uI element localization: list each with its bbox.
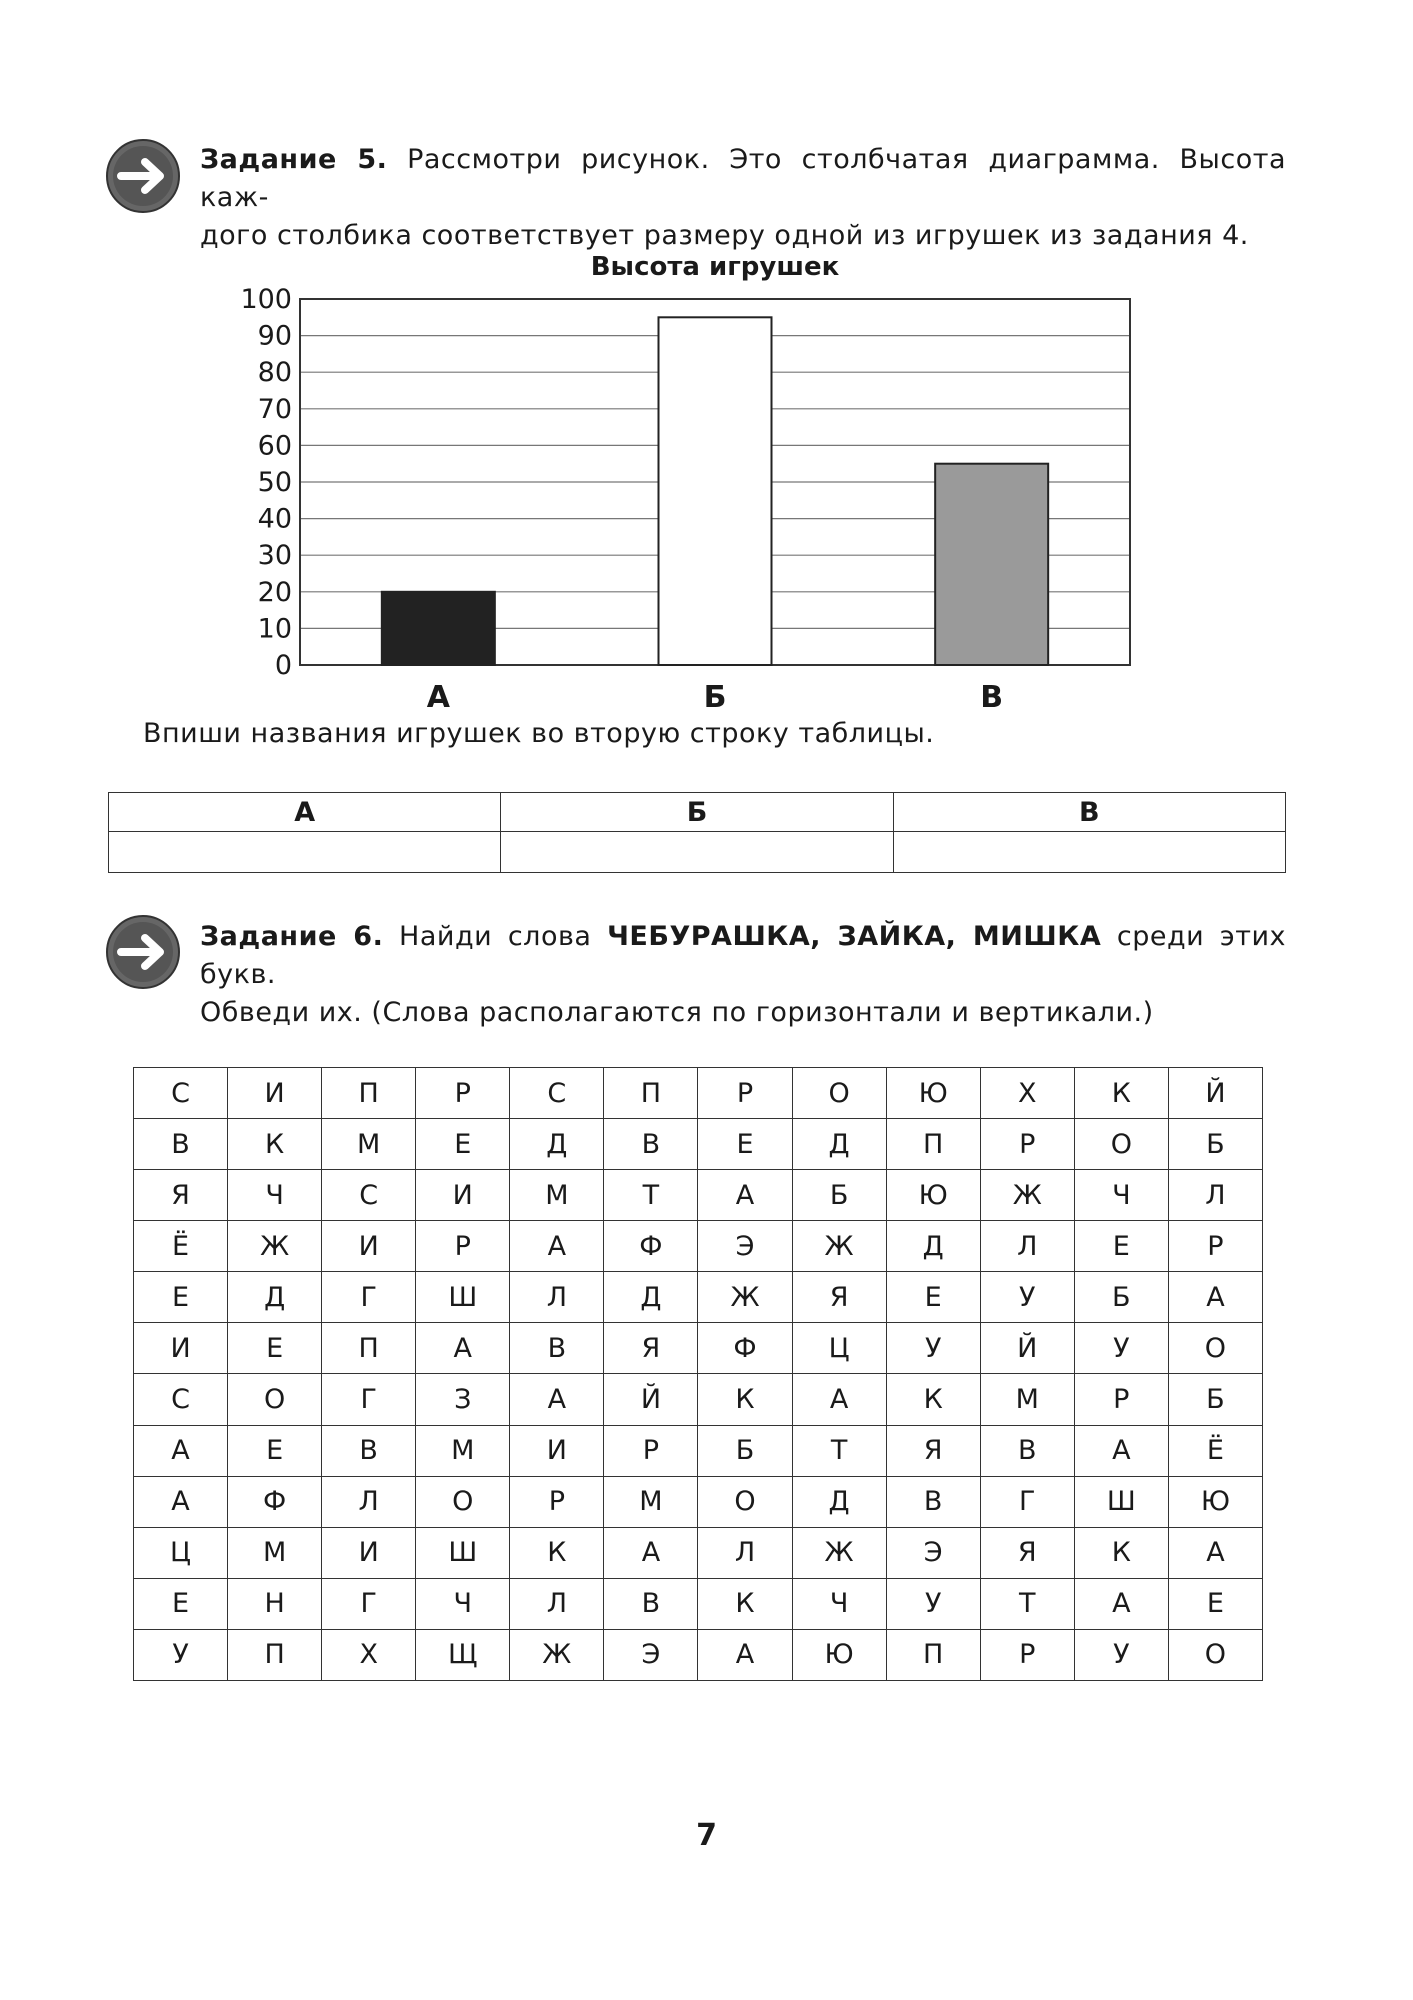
task5-line2: дого столбика соответствует размеру одной из игрушек из задания 4. [200,220,1249,251]
grid-cell[interactable]: Л [510,1272,604,1323]
grid-cell[interactable]: Р [604,1425,698,1476]
grid-cell[interactable]: П [228,1629,322,1680]
grid-cell[interactable]: Г [322,1272,416,1323]
grid-cell[interactable]: К [698,1374,792,1425]
grid-cell[interactable]: А [1074,1425,1168,1476]
grid-cell[interactable]: К [228,1119,322,1170]
grid-cell[interactable]: Д [228,1272,322,1323]
grid-cell[interactable]: Г [322,1374,416,1425]
grid-cell[interactable]: Р [1074,1374,1168,1425]
grid-cell[interactable]: Х [980,1068,1074,1119]
arrow-right-circle-icon [105,914,181,990]
grid-cell[interactable]: Т [980,1578,1074,1629]
instruction-text: Впиши названия игрушек во вторую строку таблицы. [143,718,935,749]
grid-cell[interactable]: Е [416,1119,510,1170]
y-tick-label: 30 [257,540,292,572]
y-tick-label: 40 [257,503,292,535]
answer-table [108,792,1286,873]
grid-cell[interactable]: Я [604,1323,698,1374]
task6-text [200,918,1286,1032]
grid-cell[interactable]: Ж [792,1221,886,1272]
task5-line1: Рассмотри рисунок. Это столбчатая диаграмма. Высота каж- [200,144,1287,213]
grid-cell[interactable]: Е [134,1578,228,1629]
grid-cell[interactable]: Д [604,1272,698,1323]
grid-cell[interactable]: М [510,1170,604,1221]
grid-cell[interactable]: Б [792,1170,886,1221]
grid-cell[interactable]: Ц [792,1323,886,1374]
grid-cell[interactable]: Ё [134,1221,228,1272]
bar-3 [935,464,1048,665]
grid-row [134,1578,1263,1629]
task6-label: Задание 6. [200,921,384,952]
grid-row [134,1068,1263,1119]
grid-cell[interactable]: Ж [980,1170,1074,1221]
answer-header-a: А [109,793,501,832]
grid-cell[interactable]: Ц [134,1527,228,1578]
grid-cell[interactable]: Е [228,1425,322,1476]
grid-row [134,1527,1263,1578]
grid-cell[interactable]: Й [1168,1068,1262,1119]
grid-cell[interactable]: Р [980,1629,1074,1680]
grid-cell[interactable]: Д [792,1476,886,1527]
grid-cell[interactable]: Д [510,1119,604,1170]
grid-cell[interactable]: С [322,1170,416,1221]
answer-cell-a[interactable] [109,832,501,873]
grid-cell[interactable]: Д [792,1119,886,1170]
grid-cell[interactable]: А [1168,1272,1262,1323]
grid-cell[interactable]: З [416,1374,510,1425]
answer-cell-v[interactable] [893,832,1285,873]
grid-cell[interactable]: А [698,1629,792,1680]
grid-cell[interactable]: Р [1168,1221,1262,1272]
grid-cell[interactable]: В [886,1476,980,1527]
grid-cell[interactable]: Ж [510,1629,604,1680]
grid-cell[interactable]: Х [322,1629,416,1680]
grid-row [134,1629,1263,1680]
grid-cell[interactable]: Е [698,1119,792,1170]
grid-cell[interactable]: В [980,1425,1074,1476]
grid-cell[interactable]: Б [1168,1119,1262,1170]
grid-cell[interactable]: М [980,1374,1074,1425]
grid-cell[interactable]: П [604,1068,698,1119]
grid-cell[interactable]: В [604,1578,698,1629]
grid-cell[interactable]: С [134,1068,228,1119]
grid-cell[interactable]: У [134,1629,228,1680]
grid-cell[interactable]: А [698,1170,792,1221]
grid-cell[interactable]: И [228,1068,322,1119]
grid-cell[interactable]: Л [510,1578,604,1629]
grid-cell[interactable]: Н [228,1578,322,1629]
task6-post: среди этих букв. [200,921,1286,990]
grid-cell[interactable]: А [1168,1527,1262,1578]
grid-cell[interactable]: О [228,1374,322,1425]
grid-cell[interactable]: Р [416,1221,510,1272]
grid-cell[interactable]: Ю [792,1629,886,1680]
grid-cell[interactable]: Г [980,1476,1074,1527]
grid-cell[interactable]: О [1168,1323,1262,1374]
grid-cell[interactable]: Е [1074,1221,1168,1272]
x-category-label: В [980,680,1004,715]
grid-cell[interactable]: Ю [886,1170,980,1221]
grid-cell[interactable]: У [886,1578,980,1629]
grid-cell[interactable]: Й [604,1374,698,1425]
grid-cell[interactable]: В [604,1119,698,1170]
grid-cell[interactable]: А [134,1476,228,1527]
grid-cell[interactable]: К [1074,1068,1168,1119]
page-number: 7 [696,1818,717,1853]
grid-cell[interactable]: И [510,1425,604,1476]
grid-cell[interactable]: Д [886,1221,980,1272]
grid-cell[interactable]: В [134,1119,228,1170]
grid-row [134,1374,1263,1425]
bar-chart [220,250,1150,715]
grid-cell[interactable]: С [134,1374,228,1425]
grid-cell[interactable]: П [886,1629,980,1680]
answer-cell-b[interactable] [501,832,893,873]
grid-cell[interactable]: Я [134,1170,228,1221]
grid-cell[interactable]: Ш [416,1272,510,1323]
chart-title: Высота игрушек [590,252,840,282]
grid-cell[interactable]: И [322,1221,416,1272]
grid-cell[interactable]: М [604,1476,698,1527]
grid-cell[interactable]: У [1074,1629,1168,1680]
grid-cell[interactable]: О [1074,1119,1168,1170]
answer-header-b: Б [501,793,893,832]
task5-label: Задание 5. [200,144,388,175]
grid-cell[interactable]: Ч [1074,1170,1168,1221]
grid-cell[interactable]: О [792,1068,886,1119]
y-tick-label: 10 [257,613,292,645]
y-tick-label: 100 [240,284,292,315]
grid-cell[interactable]: Э [698,1221,792,1272]
grid-cell[interactable]: П [322,1323,416,1374]
grid-cell[interactable]: О [416,1476,510,1527]
y-tick-label: 0 [274,650,292,681]
grid-cell[interactable]: М [228,1527,322,1578]
task6-pre: Найди слова [399,921,592,952]
grid-cell[interactable]: Т [792,1425,886,1476]
grid-cell[interactable]: Ю [886,1068,980,1119]
grid-cell[interactable]: У [980,1272,1074,1323]
grid-cell[interactable]: П [886,1119,980,1170]
grid-cell[interactable]: Ч [416,1578,510,1629]
y-tick-label: 20 [257,576,292,608]
grid-cell[interactable]: И [322,1527,416,1578]
grid-cell[interactable]: У [886,1323,980,1374]
grid-cell[interactable]: К [698,1578,792,1629]
grid-cell[interactable]: А [1074,1578,1168,1629]
grid-cell[interactable]: П [322,1068,416,1119]
grid-cell[interactable]: Ё [1168,1425,1262,1476]
grid-cell[interactable]: Я [792,1272,886,1323]
grid-cell[interactable]: К [1074,1527,1168,1578]
grid-cell[interactable]: К [510,1527,604,1578]
grid-cell[interactable]: Б [698,1425,792,1476]
answer-header-v: В [893,793,1285,832]
grid-cell[interactable]: И [134,1323,228,1374]
grid-cell[interactable]: Ч [228,1170,322,1221]
grid-row [134,1170,1263,1221]
grid-cell[interactable]: Э [604,1629,698,1680]
x-category-label: А [426,680,450,715]
grid-cell[interactable]: Е [1168,1578,1262,1629]
grid-cell[interactable]: Ж [792,1527,886,1578]
y-tick-label: 80 [257,357,292,389]
grid-cell[interactable]: Ж [698,1272,792,1323]
grid-cell[interactable]: М [416,1425,510,1476]
grid-cell[interactable]: Р [698,1068,792,1119]
grid-row [134,1221,1263,1272]
grid-cell[interactable]: Ч [792,1578,886,1629]
grid-cell[interactable]: Л [1168,1170,1262,1221]
grid-cell[interactable]: Л [698,1527,792,1578]
grid-cell[interactable]: Г [322,1578,416,1629]
grid-cell[interactable]: Р [510,1476,604,1527]
bar-2 [659,317,772,665]
grid-cell[interactable]: А [510,1374,604,1425]
grid-cell[interactable]: Ф [698,1323,792,1374]
grid-cell[interactable]: В [322,1425,416,1476]
grid-cell[interactable]: Я [980,1527,1074,1578]
grid-cell[interactable]: А [510,1221,604,1272]
grid-cell[interactable]: Т [604,1170,698,1221]
task6-line2: Обведи их. (Слова располагаются по горизонтали и вертикали.) [200,997,1154,1028]
grid-cell[interactable]: Е [228,1323,322,1374]
grid-cell[interactable]: Е [134,1272,228,1323]
arrow-right-circle-icon [105,138,181,214]
task6-words: ЧЕБУРАШКА, ЗАЙКА, МИШКА [607,921,1102,952]
grid-row [134,1425,1263,1476]
grid-cell[interactable]: Р [980,1119,1074,1170]
y-tick-label: 70 [257,393,292,425]
grid-cell[interactable]: Ш [1074,1476,1168,1527]
grid-cell[interactable]: К [886,1374,980,1425]
grid-cell[interactable]: Ф [604,1221,698,1272]
grid-cell[interactable]: Л [980,1221,1074,1272]
grid-cell[interactable]: Е [886,1272,980,1323]
grid-cell[interactable]: О [698,1476,792,1527]
y-tick-label: 90 [257,320,292,352]
grid-cell[interactable]: А [134,1425,228,1476]
grid-cell[interactable]: Б [1074,1272,1168,1323]
x-category-label: Б [703,680,727,715]
y-tick-label: 60 [257,430,292,462]
grid-cell[interactable]: Й [980,1323,1074,1374]
grid-cell[interactable]: В [510,1323,604,1374]
bar-1 [382,592,495,665]
grid-cell[interactable]: Э [886,1527,980,1578]
grid-cell[interactable]: Р [416,1068,510,1119]
grid-row [134,1323,1263,1374]
grid-cell[interactable]: У [1074,1323,1168,1374]
grid-cell[interactable]: Щ [416,1629,510,1680]
grid-cell[interactable]: С [510,1068,604,1119]
grid-cell[interactable]: А [792,1374,886,1425]
grid-cell[interactable]: Ш [416,1527,510,1578]
grid-cell[interactable]: О [1168,1629,1262,1680]
grid-cell[interactable]: Ю [1168,1476,1262,1527]
grid-cell[interactable]: Л [322,1476,416,1527]
grid-cell[interactable]: Ж [228,1221,322,1272]
grid-cell[interactable]: Я [886,1425,980,1476]
task5-text [200,141,1286,255]
grid-cell[interactable]: Б [1168,1374,1262,1425]
grid-cell[interactable]: И [416,1170,510,1221]
grid-cell[interactable]: Ф [228,1476,322,1527]
grid-cell[interactable]: А [604,1527,698,1578]
grid-cell[interactable]: М [322,1119,416,1170]
grid-row [134,1272,1263,1323]
y-tick-label: 50 [257,467,292,498]
grid-cell[interactable]: А [416,1323,510,1374]
grid-row [134,1119,1263,1170]
grid-row [134,1476,1263,1527]
letter-grid [133,1067,1263,1681]
